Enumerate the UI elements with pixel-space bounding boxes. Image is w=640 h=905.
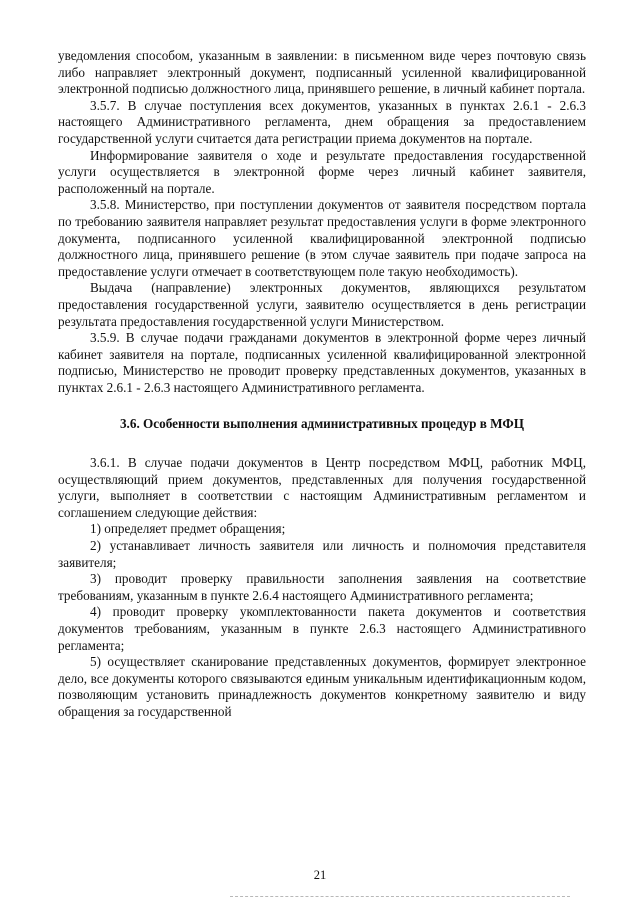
scan-edge-divider xyxy=(230,896,570,898)
list-item-3: 3) проводит проверку правильности заполнения заявления на соответствие требованиям, указанным в пункте 2.6.4 настоящего Административного регламента; xyxy=(58,571,586,603)
paragraph-3-5-9: 3.5.9. В случае подачи гражданами документов в электронной форме через личный кабинет заявителя на портале, подписанных усиленной квалифицированной электронной подписью, Министерство не проводит проверку представленных документов, указанных в пунктах 2.6.1 - 2.6.3 настоящего Административного регламента. xyxy=(58,330,586,395)
paragraph-notification-method: уведомления способом, указанным в заявлении: в письменном виде через почтовую связь либо направляет электронный документ, подписанный усиленной квалифицированной электронной подписью должностного лица, принявшего решение, в личный кабинет портала. xyxy=(58,48,586,97)
list-item-2: 2) устанавливает личность заявителя или личность и полномочия представителя заявителя; xyxy=(58,538,586,570)
paragraph-3-5-7: 3.5.7. В случае поступления всех документов, указанных в пунктах 2.6.1 - 2.6.3 настоящего Административного регламента, днем обращения за предоставлением государственной услуги считается дата регистрации приема документов на портале. xyxy=(58,97,586,146)
list-item-1: 1) определяет предмет обращения; xyxy=(90,521,286,537)
paragraph-3-5-8: 3.5.8. Министерство, при поступлении документов от заявителя посредством портала по требованию заявителя направляет результат предоставления услуги в форме электронного документа, подписанного усиленной квалифицированной электронной подписью должностного лица, принявшего решение (в этом случае заявитель при подаче запроса на предоставление услуги отмечает в соответствующем поле такую необходимость). xyxy=(58,197,586,279)
section-heading-3-6: 3.6. Особенности выполнения административных процедур в МФЦ xyxy=(119,416,525,432)
list-item-5: 5) осуществляет сканирование представленных документов, формирует электронное дело, все документы которого связываются единым уникальным идентификационным кодом, позволяющим установить принадлежность документов конкретному заявителю и виду обращения за государственной xyxy=(58,654,586,719)
document-page xyxy=(58,48,586,721)
list-item-4: 4) проводит проверку укомплектованности пакета документов и соответствия документов требованиям, указанным в пункте 2.6.3 настоящего Административного регламента; xyxy=(58,604,586,653)
paragraph-issuance: Выдача (направление) электронных документов, являющихся результатом предоставления государственной услуги, заявителю осуществляется в день регистрации результата предоставления государственной услуги Министерством. xyxy=(58,280,586,329)
paragraph-informing: Информирование заявителя о ходе и результате предоставления государственной услуги осуществляется в электронной форме через личный кабинет заявителя, расположенный на портале. xyxy=(58,147,586,196)
paragraph-3-6-1: 3.6.1. В случае подачи документов в Центр посредством МФЦ, работник МФЦ, осуществляющий прием документов, представленных для получения государственной услуги, выполняет в соответствии с настоящим Административным регламентом и соглашением следующие действия: xyxy=(58,455,586,520)
page-number: 21 xyxy=(313,868,327,882)
